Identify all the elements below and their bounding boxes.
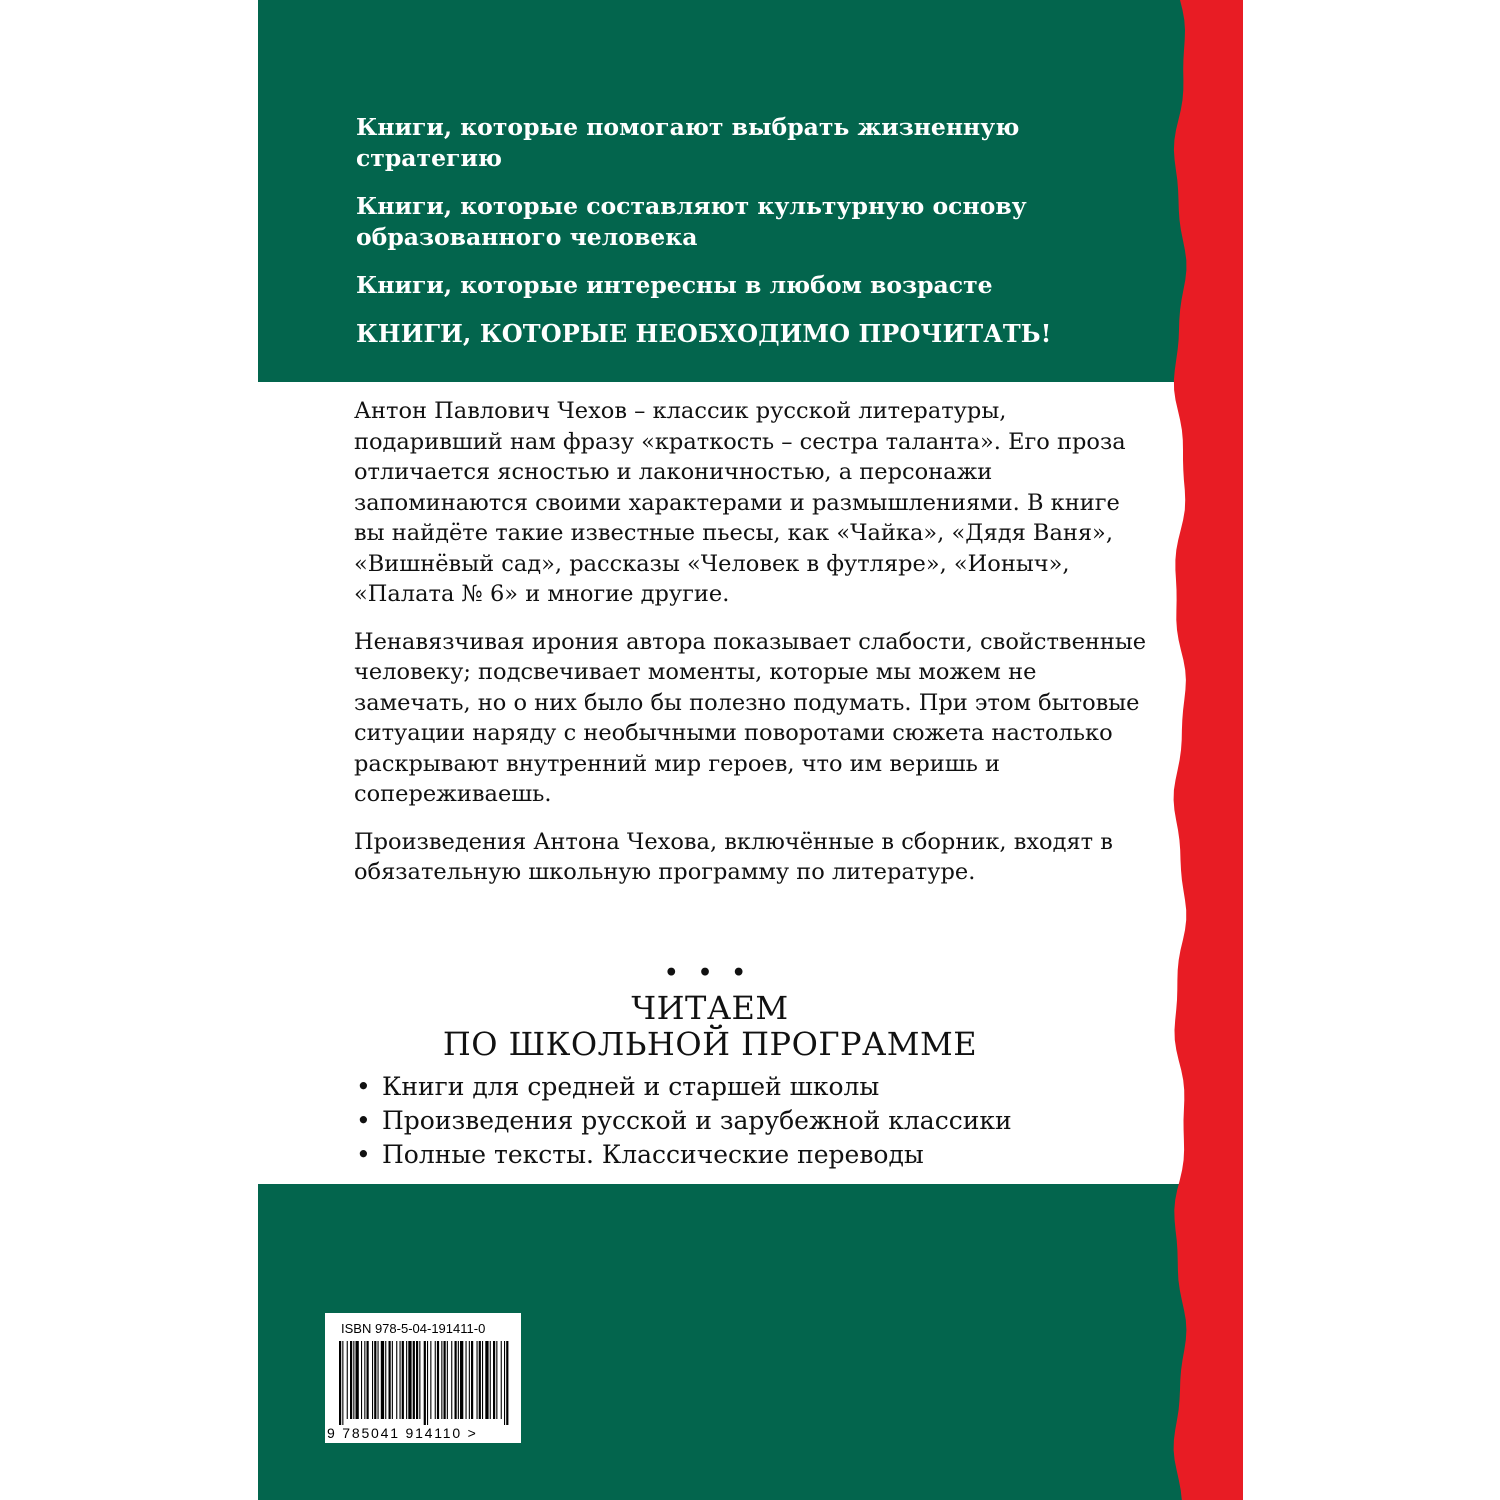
barcode-bar: [469, 1341, 470, 1419]
barcode-bar: [367, 1341, 369, 1419]
barcode-bar: [485, 1341, 488, 1419]
barcode-bar: [493, 1341, 495, 1419]
barcode-bar: [392, 1341, 393, 1419]
barcode-bar: [506, 1341, 508, 1425]
feature-item: [356, 1104, 1116, 1138]
barcode-bar: [451, 1341, 452, 1419]
bullet-icon: •: [356, 1106, 371, 1135]
slogans-block: [356, 112, 1136, 366]
barcode-bar: [374, 1341, 376, 1419]
barcode-bar: [342, 1341, 343, 1425]
slogan-2: Книги, которые составляют культурную основу образованного человека: [356, 192, 1027, 251]
slogan-1: Книги, которые помогают выбрать жизненную стратегию: [356, 113, 1020, 172]
isbn-label: ISBN 978-5-04-191411-0: [341, 1321, 486, 1336]
barcode-bar: [361, 1341, 362, 1419]
slogan-caps: КНИГИ, КОТОРЫЕ НЕОБХОДИМО ПРОЧИТАТЬ!: [356, 319, 1052, 348]
barcode-bar: [435, 1341, 436, 1419]
book-back-cover: [258, 0, 1243, 1500]
barcode-bar: [482, 1341, 483, 1419]
description-block: [354, 396, 1154, 905]
barcode-bar: [406, 1341, 407, 1419]
features-list: [356, 1070, 1116, 1172]
barcode-bar: [424, 1341, 426, 1425]
barcode-bar: [372, 1341, 373, 1419]
barcode-bar: [396, 1341, 397, 1419]
feature-text: Полные тексты. Классические переводы: [382, 1140, 924, 1169]
barcode-bar: [353, 1341, 354, 1419]
series-title-line-1: ЧИТАЕМ: [631, 989, 789, 1027]
barcode-bar: [339, 1341, 341, 1425]
barcode-bar: [447, 1341, 448, 1419]
barcode-bar: [350, 1341, 352, 1419]
description-paragraph-2: Ненавязчивая ирония автора показывает слабости, свойственные человеку; подсвечивает моменты, которые мы можем не замечать, но о них было бы полезно подумать. При этом бытовые ситуации наряду с необычными поворотами сюжета настолько раскрывают внутренний мир героев, что им веришь и сопереживаешь.: [354, 628, 1147, 807]
barcode-bar: [441, 1341, 442, 1419]
feature-item: [356, 1070, 1116, 1104]
barcode-bar: [408, 1341, 411, 1419]
description-paragraph-3: Произведения Антона Чехова, включённые в сборник, входят в обязательную школьную программу по литературе.: [354, 828, 1113, 885]
barcode-bar: [400, 1341, 401, 1419]
barcode-bar: [402, 1341, 404, 1419]
slogan-3: Книги, которые интересны в любом возрасте: [356, 271, 993, 299]
barcode-bar: [347, 1341, 348, 1419]
series-title-line-2: ПО ШКОЛЬНОЙ ПРОГРАММЕ: [442, 1025, 978, 1063]
feature-text: Произведения русской и зарубежной классики: [382, 1106, 1012, 1135]
barcode-bar: [504, 1341, 505, 1425]
red-wavy-strip: [1170, 0, 1243, 1500]
barcode-bar: [496, 1341, 497, 1419]
barcode-bar: [430, 1341, 431, 1419]
barcode-bar: [460, 1341, 463, 1419]
description-paragraph-1: Антон Павлович Чехов – классик русской литературы, подаривший нам фразу «краткость – сестра таланта». Его проза отличается ясностью и лаконичностью, а персонажи запоминаются своими характерами и размышлениями. В книге вы найдёте такие известные пьесы, как «Чайка», «Дядя Ваня», «Вишнёвый сад», рассказы «Человек в футляре», «Ионыч», «Палата № 6» и многие другие.: [354, 398, 1126, 607]
barcode-bar: [378, 1341, 379, 1419]
bullet-icon: •: [356, 1140, 371, 1169]
feature-item: [356, 1138, 1116, 1172]
barcode-bar: [444, 1341, 446, 1419]
dots-separator: • • •: [664, 960, 752, 986]
barcode-bar: [356, 1341, 359, 1419]
isbn-barcode-box: [325, 1313, 521, 1443]
barcode-bar: [381, 1341, 384, 1419]
feature-text: Книги для средней и старшей школы: [382, 1072, 880, 1101]
bullet-icon: •: [356, 1072, 371, 1101]
barcode-bar: [490, 1341, 491, 1419]
barcode-bar: [471, 1341, 473, 1419]
series-title: [350, 990, 1070, 1062]
barcode-bar: [477, 1341, 478, 1419]
barcode-bar: [364, 1341, 365, 1419]
barcode-bar: [416, 1341, 418, 1419]
barcode-bar: [427, 1341, 428, 1425]
barcode-bar: [479, 1341, 481, 1419]
barcode-icon: [339, 1341, 509, 1425]
barcode-bar: [458, 1341, 459, 1419]
barcode-bar: [455, 1341, 457, 1419]
barcode-bar: [501, 1341, 502, 1419]
barcode-bar: [437, 1341, 439, 1419]
barcode-digits: 9 785041 914110 >: [327, 1425, 478, 1441]
barcode-bar: [466, 1341, 467, 1419]
barcode-bar: [419, 1341, 420, 1419]
barcode-bar: [385, 1341, 386, 1419]
barcode-bar: [389, 1341, 391, 1419]
barcode-bar: [413, 1341, 415, 1419]
